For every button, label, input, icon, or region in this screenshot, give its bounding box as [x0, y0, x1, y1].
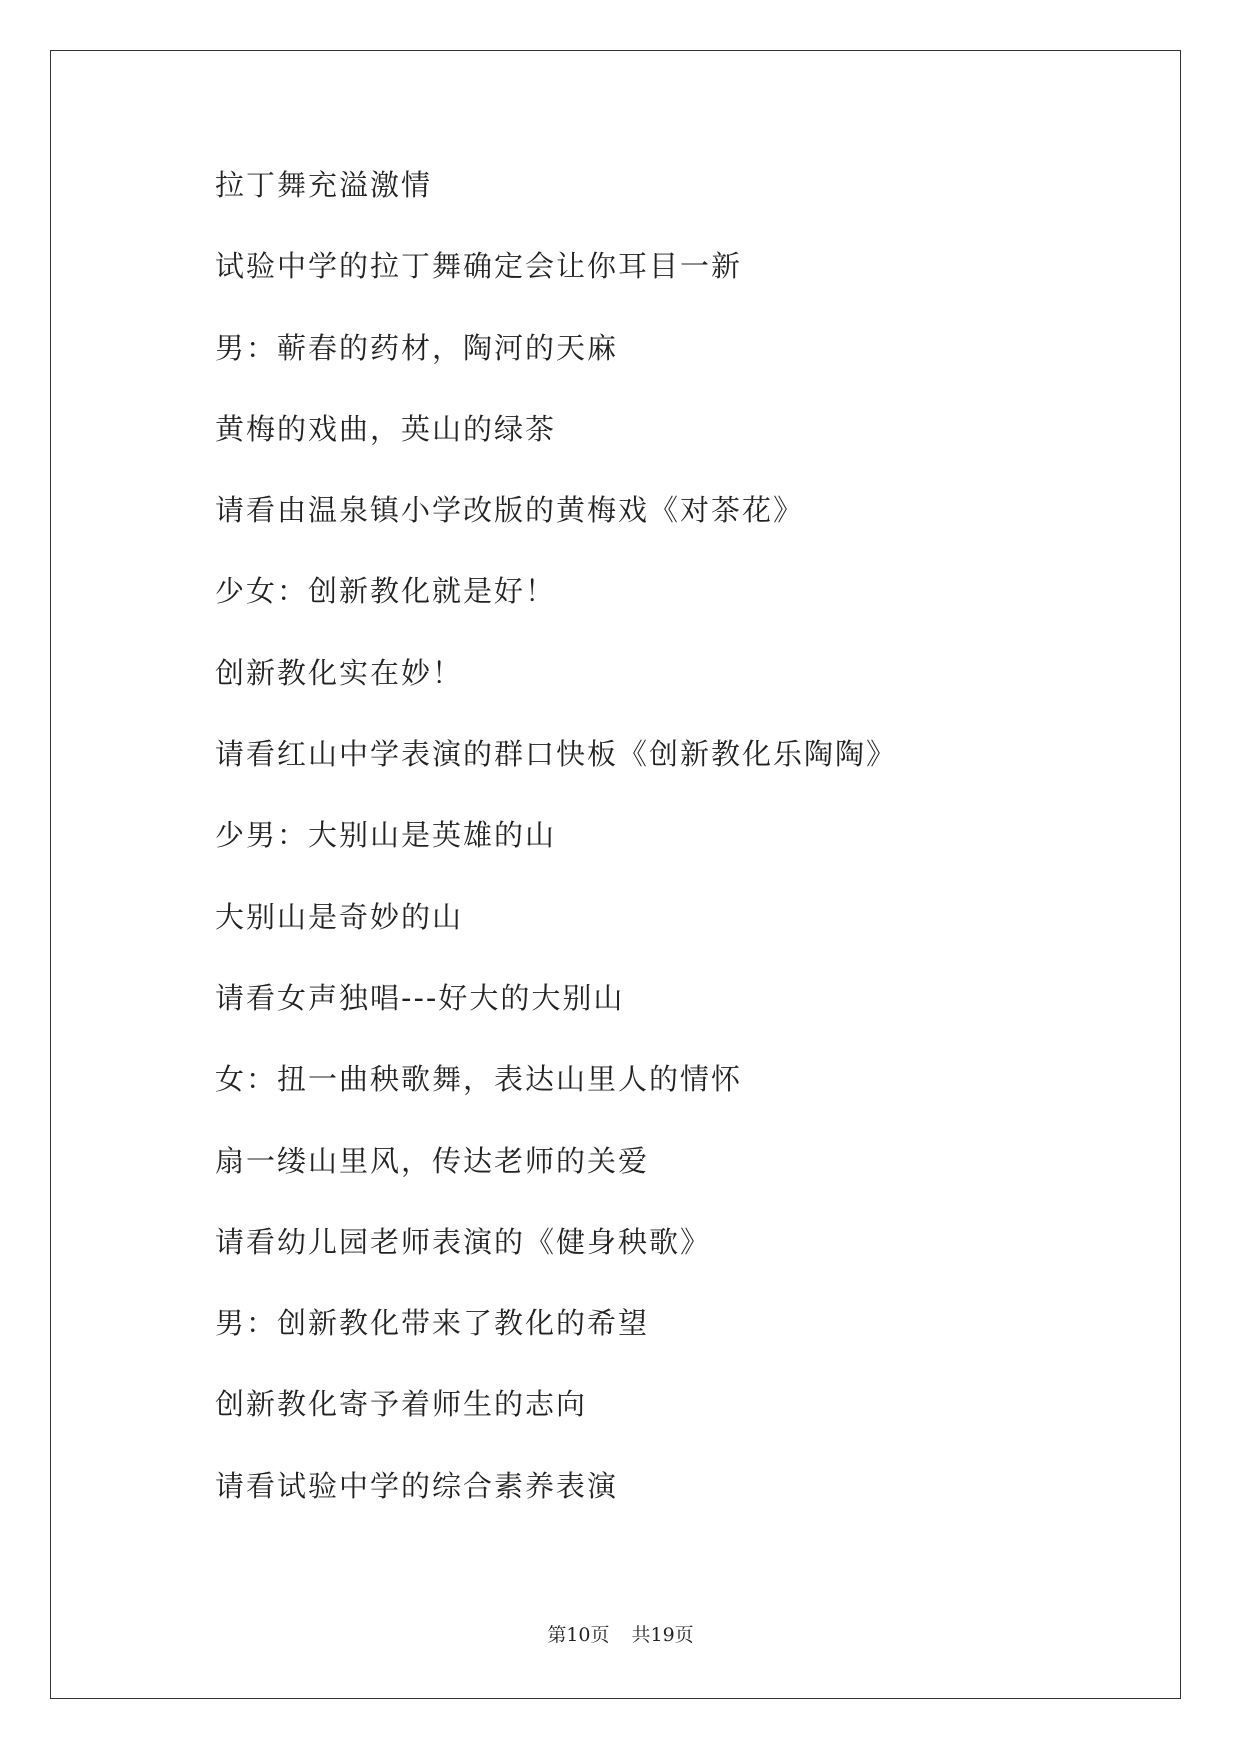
text-line: 请看红山中学表演的群口快板《创新教化乐陶陶》 [215, 737, 898, 772]
text-line: 请看幼儿园老师表演的《健身秧歌》 [215, 1224, 712, 1259]
text-line: 请看女声独唱---好大的大别山 [215, 980, 625, 1015]
text-line: 少女：创新教化就是好！ [215, 574, 557, 609]
text-line: 大别山是奇妙的山 [215, 899, 464, 934]
text-line: 拉丁舞充溢激情 [215, 168, 433, 202]
document-body [215, 165, 1115, 1547]
text-line: 扇一缕山里风，传达老师的关爱 [215, 1143, 650, 1178]
total-page-count: 共19页 [631, 1624, 694, 1646]
text-line: 男：创新教化带来了教化的希望 [215, 1306, 650, 1341]
text-line: 创新教化寄予着师生的志向 [215, 1387, 588, 1422]
page-footer [0, 1620, 1241, 1647]
text-line: 请看试验中学的综合素养表演 [215, 1468, 619, 1503]
text-line: 女：扭一曲秧歌舞，表达山里人的情怀 [215, 1062, 743, 1097]
text-line: 男：蕲春的药材，陶河的天麻 [215, 330, 619, 365]
text-line: 试验中学的拉丁舞确定会让你耳目一新 [215, 249, 743, 284]
text-line: 黄梅的戏曲，英山的绿茶 [215, 411, 557, 446]
text-line: 创新教化实在妙！ [215, 655, 464, 690]
current-page-number: 第10页 [547, 1624, 610, 1646]
text-line: 请看由温泉镇小学改版的黄梅戏《对茶花》 [215, 493, 805, 528]
text-line: 少男：大别山是英雄的山 [215, 818, 557, 853]
